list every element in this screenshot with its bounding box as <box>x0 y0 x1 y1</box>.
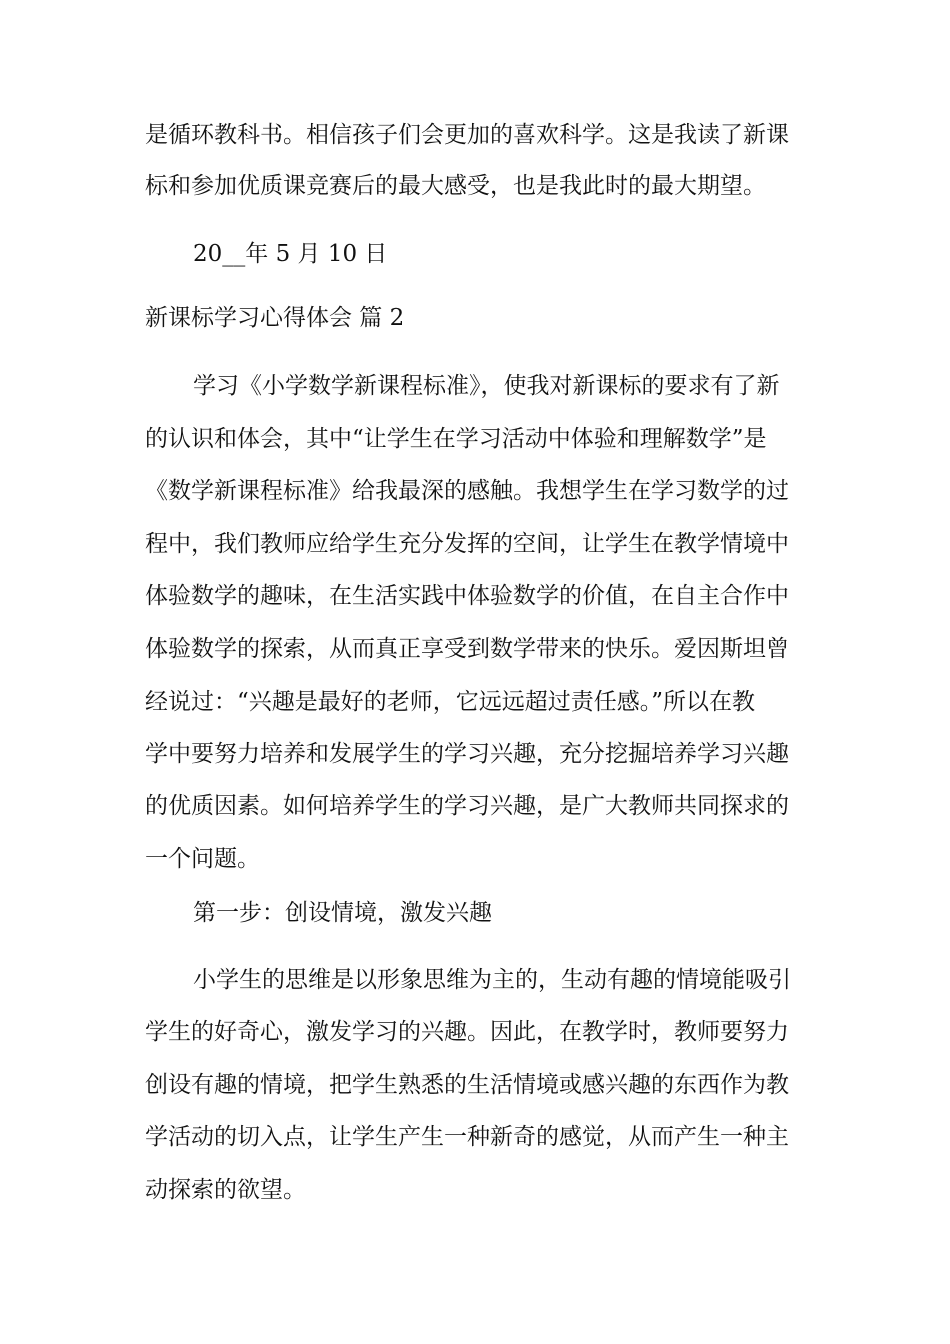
paragraph-line: 学生的好奇心，激发学习的兴趣。因此，在教学时，教师要努力 <box>145 1019 789 1045</box>
date-line: 20__年 5 月 10 日 <box>193 241 388 267</box>
paragraph-line: 《数学新课程标准》给我最深的感触。我想学生在学习数学的过 <box>145 478 789 504</box>
paragraph-line: 经说过：“兴趣是最好的老师，它远远超过责任感。”所以在教 <box>145 689 756 715</box>
paragraph-line: 的优质因素。如何培养学生的学习兴趣，是广大教师共同探求的 <box>145 793 789 819</box>
paragraph-line: 一个问题。 <box>145 846 260 872</box>
paragraph-line: 学活动的切入点，让学生产生一种新奇的感觉，从而产生一种主 <box>145 1124 789 1150</box>
intro-line: 标和参加优质课竞赛后的最大感受，也是我此时的最大期望。 <box>145 173 766 199</box>
intro-line: 是循环教科书。相信孩子们会更加的喜欢科学。这是我读了新课 <box>145 122 789 148</box>
paragraph-line: 学中要努力培养和发展学生的学习兴趣，充分挖掘培养学习兴趣 <box>145 741 789 767</box>
paragraph-line: 体验数学的趣味，在生活实践中体验数学的价值，在自主合作中 <box>145 583 789 609</box>
paragraph-line: 的认识和体会，其中“让学生在学习活动中体验和理解数学”是 <box>145 426 767 452</box>
section-title: 新课标学习心得体会 篇 2 <box>145 305 405 331</box>
paragraph-line: 学习《小学数学新课程标准》，使我对新课标的要求有了新 <box>193 373 780 399</box>
paragraph-line: 创设有趣的情境，把学生熟悉的生活情境或感兴趣的东西作为教 <box>145 1072 789 1098</box>
paragraph-line: 小学生的思维是以形象思维为主的，生动有趣的情境能吸引 <box>193 967 791 993</box>
paragraph-line: 体验数学的探索，从而真正享受到数学带来的快乐。爱因斯坦曾 <box>145 636 789 662</box>
step-heading: 第一步：创设情境，激发兴趣 <box>193 900 492 926</box>
paragraph-line: 程中，我们教师应给学生充分发挥的空间，让学生在教学情境中 <box>145 531 789 557</box>
paragraph-line: 动探索的欲望。 <box>145 1177 306 1203</box>
